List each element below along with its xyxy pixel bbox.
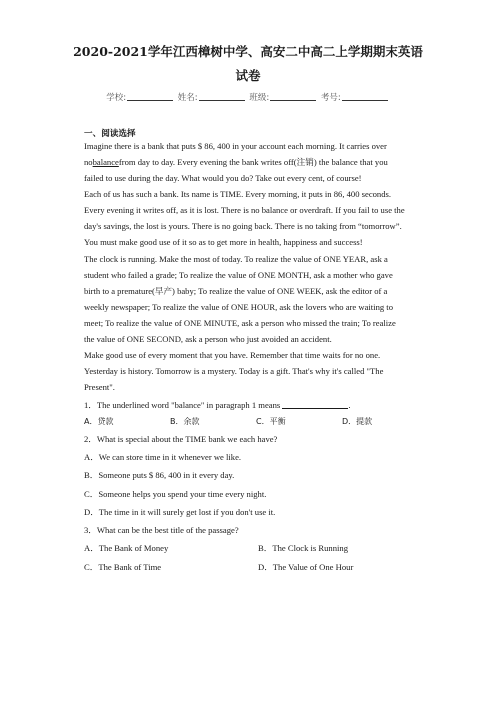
- student-info-row: [0, 91, 496, 103]
- underlined-word: balance: [92, 157, 119, 167]
- exam-title-line2: 试卷: [235, 68, 261, 83]
- q3-option-a: A．The Bank of Money: [84, 543, 169, 553]
- q3-option-c: C．The Bank of Time: [84, 562, 162, 572]
- name-blank: [199, 91, 245, 101]
- passage-line: student who failed a grade; To realize the value of ONE MONTH, ask a mother who gave: [84, 270, 393, 280]
- q2-option-d: D．The time in it will surely get lost if you don't use it.: [84, 507, 276, 517]
- q1-option-b: B．余款: [170, 417, 200, 426]
- q2-option-c: C．Someone helps you spend your time every night.: [84, 489, 267, 499]
- q3-option-d: D．The Value of One Hour: [258, 562, 354, 572]
- passage-line: The clock is running. Make the most of today. To realize the value of ONE YEAR, ask a: [84, 254, 388, 264]
- passage-text: from day to day. Every evening the bank writes off(注销) the balance that you: [118, 157, 388, 167]
- class-label: 班级:: [249, 93, 270, 103]
- exam-number-blank: [342, 91, 388, 101]
- question-1-stem: [84, 399, 351, 411]
- school-label: 学校:: [106, 93, 127, 103]
- passage-line: Yesterday is history. Tomorrow is a mystery. Today is a gift. That's why it's called "The: [84, 366, 384, 376]
- passage-line: Every evening it writes off, as it is lost. There is no balance or overdraft. If you fail to use the: [84, 205, 405, 215]
- q3-option-b: B．The Clock is Running: [258, 543, 348, 553]
- passage-line: failed to use during the day. What would you do? Take out every cent, of course!: [84, 173, 362, 183]
- passage-line: weekly newspaper; To realize the value of ONE HOUR, ask the lovers who are waiting to: [84, 302, 393, 312]
- passage-line: meet; To realize the value of ONE MINUTE, ask a person who missed the train; To realize: [84, 318, 396, 328]
- question-text-end: .: [348, 400, 351, 410]
- passage-line: day's savings, the lost is yours. There is no going back. There is no taking from “tomorrow”.: [84, 221, 402, 231]
- passage-text: no: [84, 157, 93, 167]
- question-text: 1．The underlined word "balance" in paragraph 1 means: [84, 400, 281, 410]
- question-3-stem: 3．What can be the best title of the passage?: [84, 525, 239, 535]
- passage-line: Make good use of every moment that you have. Remember that time waits for no one.: [84, 350, 381, 360]
- q1-option-a: A．贷款: [84, 417, 114, 426]
- question-2-stem: 2．What is special about the TIME bank we each have?: [84, 434, 278, 444]
- passage-line: Each of us has such a bank. Its name is TIME. Every morning, it puts in 86, 400 seconds.: [84, 189, 392, 199]
- exam-number-label: 考号:: [320, 93, 341, 103]
- answer-blank: [282, 399, 351, 410]
- section-heading: 一、阅读选择: [84, 129, 136, 139]
- q1-option-c: C．平衡: [256, 417, 286, 426]
- passage-line: Present".: [84, 382, 115, 392]
- q2-option-b: B．Someone puts $ 86, 400 in it every day.: [84, 470, 235, 480]
- school-blank: [127, 91, 173, 101]
- passage-line: You must make good use of it so as to get more in health, happiness and success!: [84, 237, 363, 247]
- q2-option-a: A．We can store time in it whenever we like.: [84, 452, 242, 462]
- exam-title-line1: 2020-2021学年江西樟树中学、高安二中高二上学期期末英语: [73, 44, 423, 59]
- q1-option-d: D．提款: [342, 417, 373, 426]
- passage-line: Imagine there is a bank that puts $ 86, 400 in your account each morning. It carries over: [84, 141, 387, 151]
- passage-line: [84, 157, 388, 168]
- name-label: 姓名:: [177, 93, 198, 103]
- class-blank: [270, 91, 316, 101]
- passage-line: birth to a premature(早产) baby; To realize the value of ONE WEEK, ask the editor of a: [84, 286, 388, 296]
- passage-line: the value of ONE SECOND, ask a person who just avoided an accident.: [84, 334, 332, 344]
